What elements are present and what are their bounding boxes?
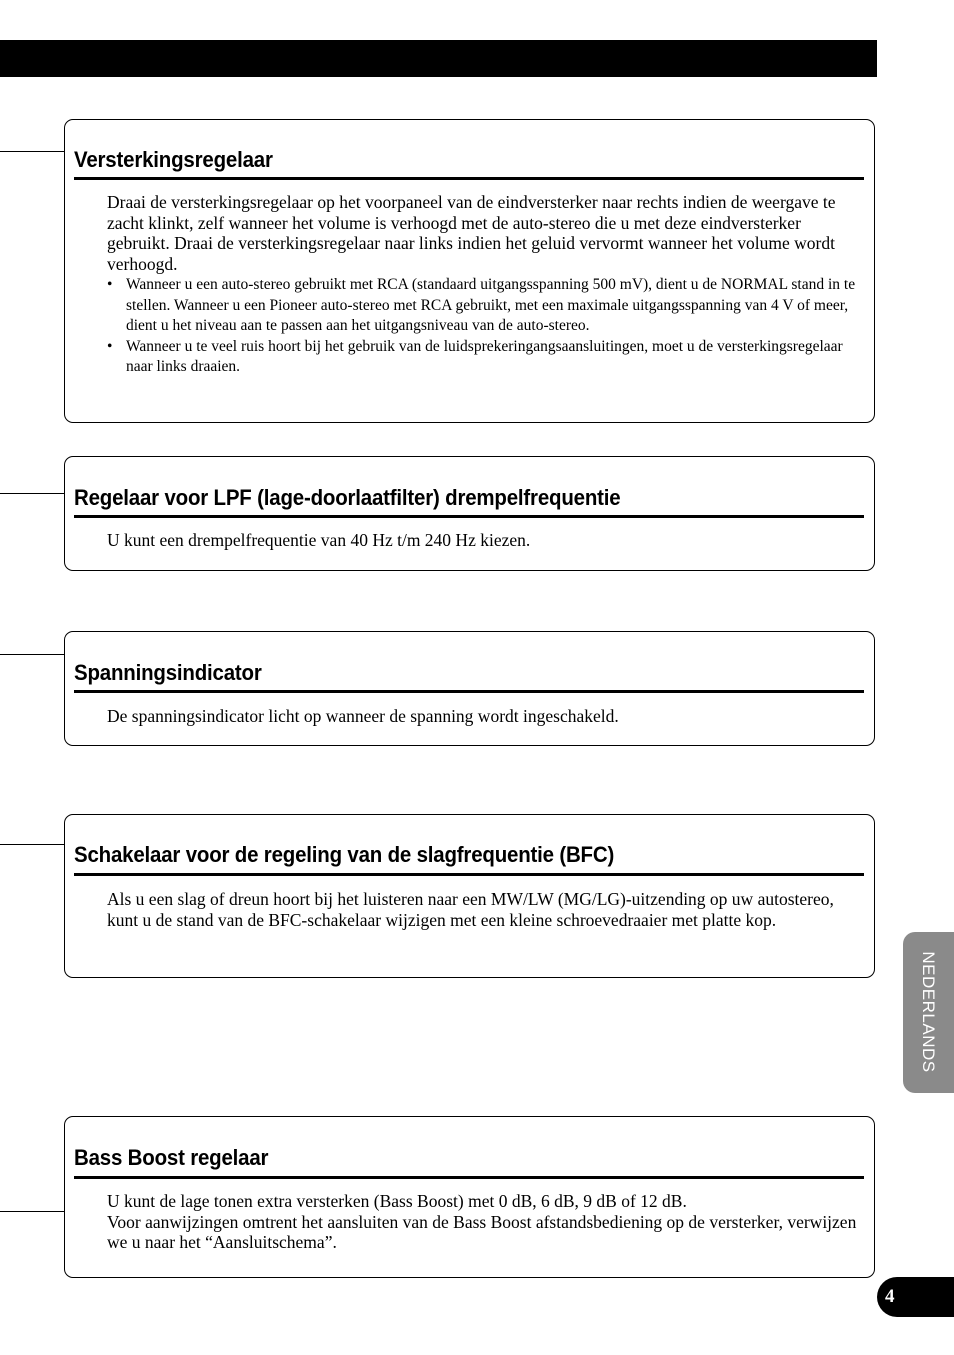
section-heading: Spanningsindicator: [74, 660, 262, 685]
section-connector-line: [0, 844, 64, 845]
bullet: •: [107, 276, 113, 293]
section-body: U kunt een drempelfrequentie van 40 Hz t/m 240 Hz kiezen.: [107, 530, 531, 550]
section-body: Als u een slag of dreun hoort bij het luisteren naar een MW/LW (MG/LG)-uitzending op uw autostereo, kunt u de stand van de BFC-schakelaar wijzigen met een kleine schroevedraaier met platte kop.: [107, 889, 834, 930]
section-connector-line: [0, 1211, 64, 1212]
language-tab-label: NEDERLANDS: [919, 951, 938, 1073]
section-heading: Schakelaar voor de regeling van de slagfrequentie (BFC): [74, 842, 615, 867]
section-connector-line: [0, 493, 64, 494]
section-bfc-switch: [64, 814, 875, 978]
section-heading: Bass Boost regelaar: [74, 1145, 269, 1170]
heading-rule: [74, 1176, 864, 1179]
heading-rule: [74, 690, 864, 693]
heading-rule: [74, 177, 864, 180]
body-line: Voor aanwijzingen omtrent het aansluiten van de Bass Boost afstandsbediening op de versterker, verwijzen we u naar het “Aansluitschema”.: [107, 1211, 857, 1252]
page-number: 4: [877, 1277, 954, 1317]
header-bar: [0, 40, 877, 77]
section-body: [107, 1191, 864, 1253]
list-item: • Wanneer u een auto-stereo gebruikt met RCA (standaard uitgangsspanning 500 mV), dient u de NORMAL stand in te stellen. Wanneer u een Pioneer auto-stereo met RCA gebruikt, met een maximale uitgangsspanning van 4 V of meer, dient u het niveau aan te passen aan het uitgangsniveau van de auto-stereo.: [107, 276, 856, 334]
section-connector-line: [0, 151, 64, 152]
section-gain-control: [64, 119, 875, 423]
heading-rule: [74, 515, 864, 518]
language-tab: [903, 932, 954, 1093]
section-connector-line: [0, 654, 64, 655]
body-line: U kunt de lage tonen extra versterken (Bass Boost) met 0 dB, 6 dB, 9 dB of 12 dB.: [107, 1191, 687, 1211]
bullet: •: [107, 337, 113, 355]
list-item: • Wanneer u te veel ruis hoort bij het gebruik van de luidsprekeringangsaansluitingen, moet u de versterkingsregelaar naar links draaien.: [107, 337, 843, 375]
section-power-indicator: [64, 631, 875, 746]
section-body: De spanningsindicator licht op wanneer de spanning wordt ingeschakeld.: [107, 706, 619, 726]
notes-list: [107, 275, 864, 378]
section-lpf-control: [64, 456, 875, 571]
heading-rule: [74, 873, 864, 876]
section-bass-boost: [64, 1116, 875, 1278]
section-body: Draai de versterkingsregelaar op het voorpaneel van de eindversterker naar rechts indien de weergave te zacht klinkt, zelf wanneer het volume is verhoogd met de auto-stereo die u met deze eindversterker gebruikt. Draai de versterkingsregelaar naar links indien het geluid vervormt wanneer het volume wordt verhoogd.: [107, 192, 836, 274]
section-heading: Versterkingsregelaar: [74, 147, 273, 172]
section-heading: Regelaar voor LPF (lage-doorlaatfilter) drempelfrequentie: [74, 485, 621, 510]
